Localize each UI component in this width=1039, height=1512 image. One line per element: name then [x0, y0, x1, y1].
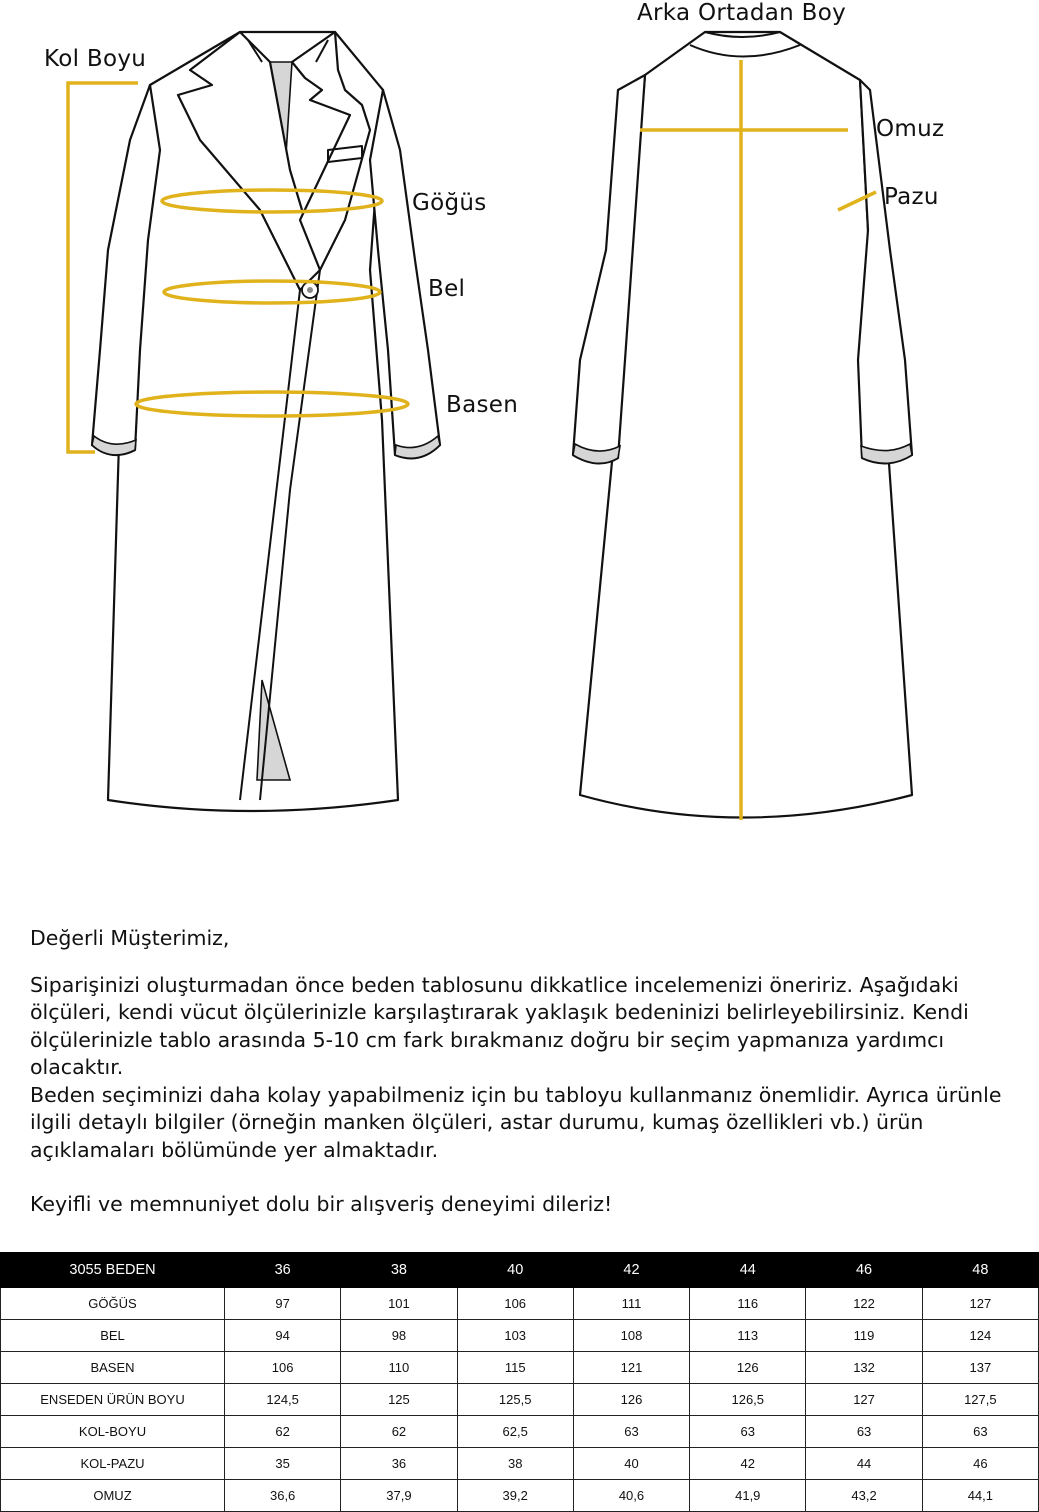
back-coat-drawing [573, 32, 912, 820]
table-cell: 63 [922, 1416, 1038, 1448]
row-label: KOL-BOYU [1, 1416, 225, 1448]
table-cell: 116 [690, 1288, 806, 1320]
table-row [1, 1320, 1039, 1352]
table-cell: 94 [225, 1320, 341, 1352]
table-cell: 106 [225, 1352, 341, 1384]
size-header: 40 [457, 1253, 573, 1288]
table-cell: 62 [225, 1416, 341, 1448]
table-cell: 62 [341, 1416, 457, 1448]
table-cell: 42 [690, 1448, 806, 1480]
table-cell: 44 [806, 1448, 922, 1480]
table-cell: 40,6 [573, 1480, 689, 1512]
table-cell: 35 [225, 1448, 341, 1480]
table-cell: 40 [573, 1448, 689, 1480]
table-cell: 44,1 [922, 1480, 1038, 1512]
table-row [1, 1448, 1039, 1480]
row-label: KOL-PAZU [1, 1448, 225, 1480]
table-cell: 111 [573, 1288, 689, 1320]
table-cell: 115 [457, 1352, 573, 1384]
table-cell: 125 [341, 1384, 457, 1416]
row-label: ENSEDEN ÜRÜN BOYU [1, 1384, 225, 1416]
table-cell: 121 [573, 1352, 689, 1384]
paragraph-2: Beden seçiminizi daha kolay yapabilmeniz için bu tabloyu kullanmanız önemlidir. Ayrıca ürünle ilgili detaylı bilgiler (örneğin manken ölçüleri, astar durumu, kumaş özellikleri vb.) ürün açıklamaları bölümünde yer almaktadır. [30, 1082, 1002, 1162]
size-header: 46 [806, 1253, 922, 1288]
closing-line: Keyifli ve memnuniyet dolu bir alışveriş deneyimi dileriz! [30, 1192, 613, 1216]
table-cell: 63 [573, 1416, 689, 1448]
table-cell: 127 [806, 1384, 922, 1416]
row-label: BASEN [1, 1352, 225, 1384]
table-row [1, 1416, 1039, 1448]
greeting: Değerli Müşterimiz, [30, 926, 230, 950]
table-cell: 97 [225, 1288, 341, 1320]
size-header: 48 [922, 1253, 1038, 1288]
table-cell: 63 [690, 1416, 806, 1448]
row-label: OMUZ [1, 1480, 225, 1512]
label-gogus: Göğüs [412, 190, 487, 216]
size-header: 36 [225, 1253, 341, 1288]
table-cell: 124,5 [225, 1384, 341, 1416]
table-cell: 37,9 [341, 1480, 457, 1512]
table-row [1, 1384, 1039, 1416]
table-cell: 126 [573, 1384, 689, 1416]
table-row [1, 1352, 1039, 1384]
table-cell: 41,9 [690, 1480, 806, 1512]
table-cell: 125,5 [457, 1384, 573, 1416]
header-label: 3055 BEDEN [1, 1253, 225, 1288]
table-cell: 122 [806, 1288, 922, 1320]
label-bel: Bel [428, 276, 466, 302]
table-cell: 36 [341, 1448, 457, 1480]
table-cell: 43,2 [806, 1480, 922, 1512]
label-kol-boyu: Kol Boyu [44, 46, 147, 72]
table-cell: 101 [341, 1288, 457, 1320]
front-coat-drawing [68, 32, 440, 811]
size-header: 44 [690, 1253, 806, 1288]
table-cell: 124 [922, 1320, 1038, 1352]
table-cell: 126 [690, 1352, 806, 1384]
table-cell: 38 [457, 1448, 573, 1480]
table-cell: 106 [457, 1288, 573, 1320]
table-cell: 132 [806, 1352, 922, 1384]
size-table [0, 1252, 1039, 1512]
label-arka-ortadan-boy: Arka Ortadan Boy [637, 0, 847, 26]
table-cell: 119 [806, 1320, 922, 1352]
row-label: BEL [1, 1320, 225, 1352]
table-cell: 63 [806, 1416, 922, 1448]
table-cell: 36,6 [225, 1480, 341, 1512]
table-cell: 108 [573, 1320, 689, 1352]
table-cell: 110 [341, 1352, 457, 1384]
label-omuz: Omuz [876, 116, 945, 142]
table-cell: 39,2 [457, 1480, 573, 1512]
table-cell: 98 [341, 1320, 457, 1352]
table-cell: 103 [457, 1320, 573, 1352]
table-row [1, 1288, 1039, 1320]
table-cell: 46 [922, 1448, 1038, 1480]
intro-text [30, 925, 1015, 1219]
label-pazu: Pazu [884, 184, 939, 210]
table-cell: 127,5 [922, 1384, 1038, 1416]
table-cell: 137 [922, 1352, 1038, 1384]
table-row [1, 1480, 1039, 1512]
paragraph-1: Siparişinizi oluşturmadan önce beden tablosunu dikkatlice incelemenizi öneririz. Aşağıdaki ölçüleri, kendi vücut ölçülerinizle karşılaştırarak yaklaşık bedeninizi belirleyebilirsiniz. Kendi ölçülerinizle tablo arasında 5-10 cm fark bırakmanız doğru bir seçim yapmanıza yardımcı olacaktır. [30, 972, 969, 1079]
size-header: 38 [341, 1253, 457, 1288]
table-cell: 127 [922, 1288, 1038, 1320]
size-header: 42 [573, 1253, 689, 1288]
row-label: GÖĞÜS [1, 1288, 225, 1320]
table-cell: 126,5 [690, 1384, 806, 1416]
size-table-header [1, 1253, 1039, 1288]
label-basen: Basen [446, 392, 519, 418]
table-cell: 62,5 [457, 1416, 573, 1448]
table-cell: 113 [690, 1320, 806, 1352]
